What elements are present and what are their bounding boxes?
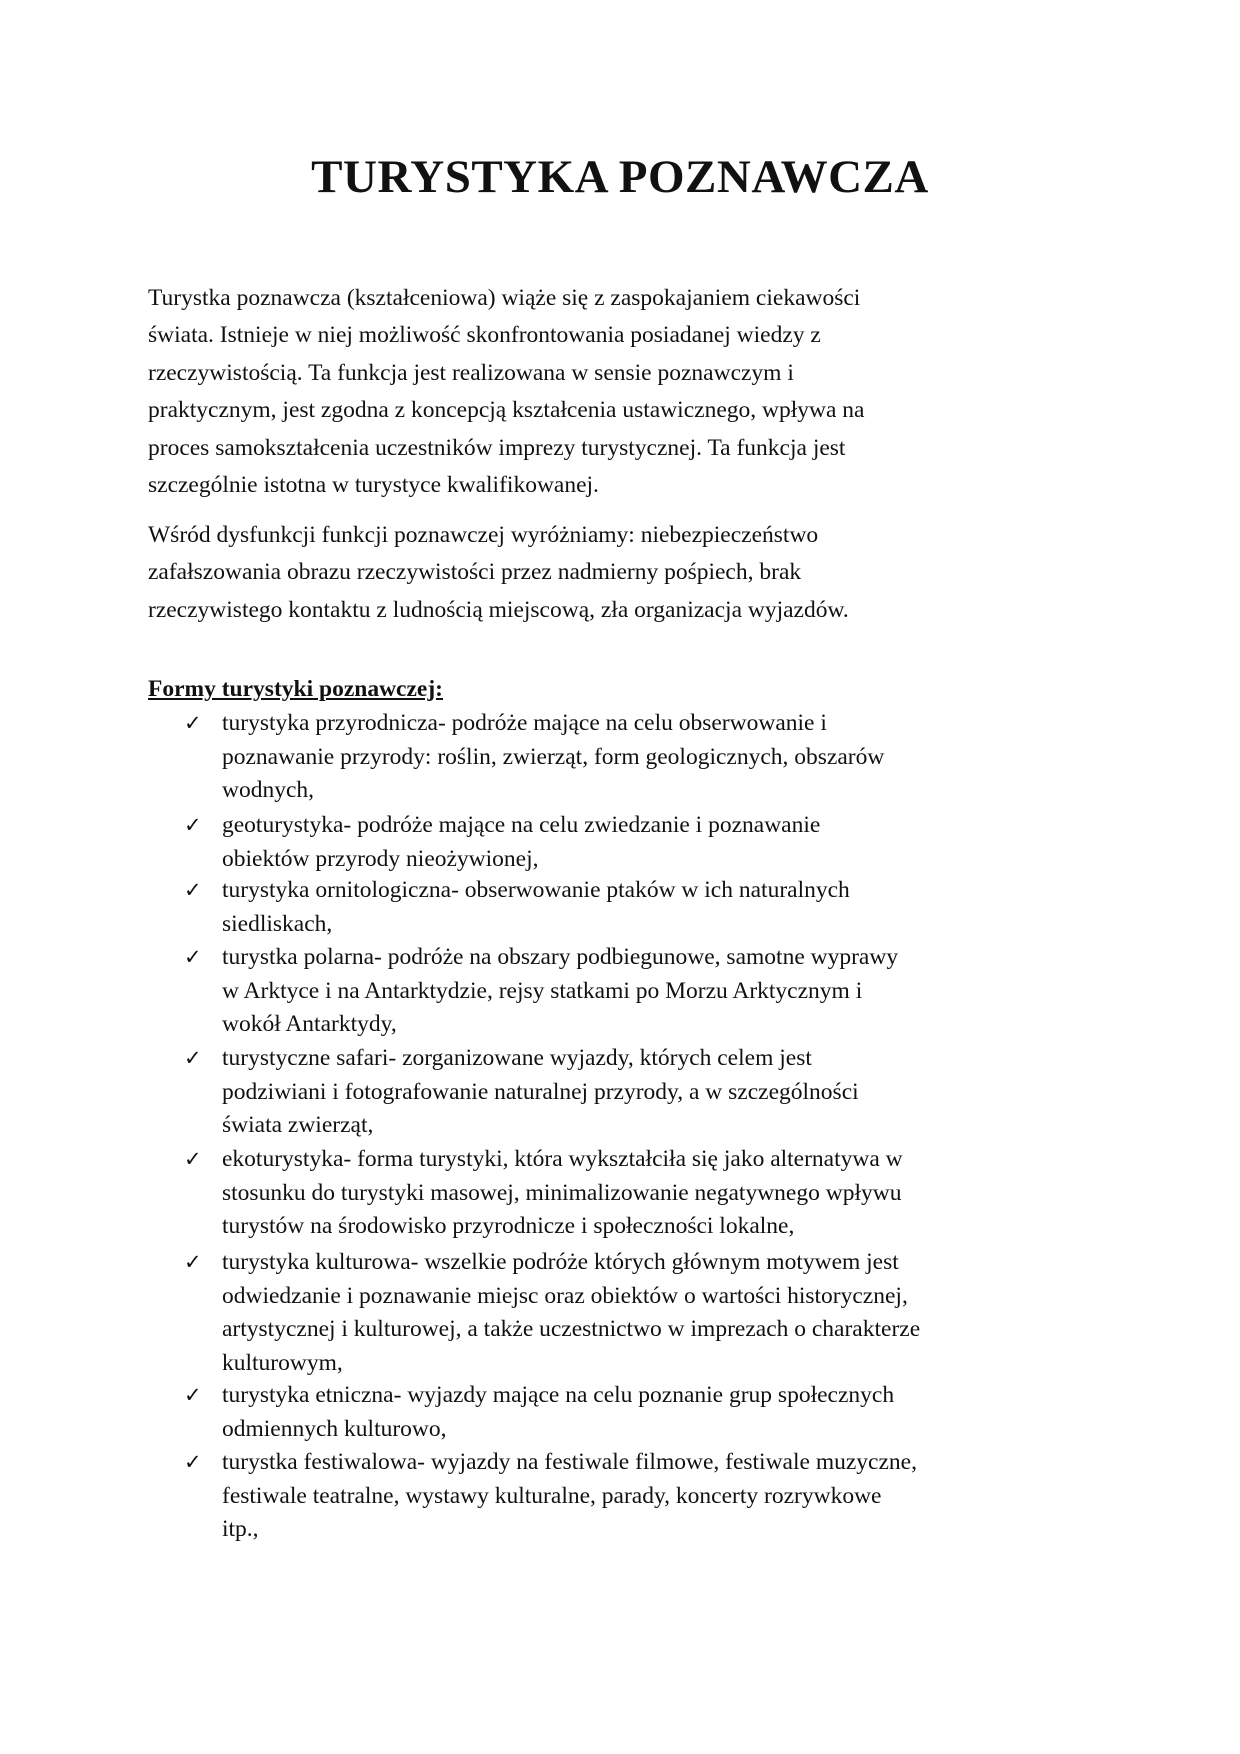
list-item-line: wodnych, — [222, 777, 315, 803]
paragraph-line: proces samokształcenia uczestników imprezy turystycznej. Ta funkcja jest — [148, 434, 846, 461]
paragraph-line: zafałszowania obrazu rzeczywistości przez nadmierny pośpiech, brak — [148, 559, 802, 586]
paragraph-line: Wśród dysfunkcji funkcji poznawczej wyróżniamy: niebezpieczeństwo — [148, 522, 819, 548]
list-item-line: artystycznej i kulturowej, a także uczestnictwo w imprezach o charakterze — [222, 1316, 921, 1342]
list-item-line: odmiennych kulturowo, — [222, 1415, 447, 1442]
list-item-line: w Arktyce i na Antarktydzie, rejsy statkami po Morzu Arktycznym i — [222, 977, 863, 1004]
list-item-line: świata zwierząt, — [222, 1112, 374, 1138]
list-item-text — [222, 707, 884, 808]
paragraph-line: rzeczywistością. Ta funkcja jest realizowana w sensie poznawczym i — [148, 359, 794, 386]
paragraph-line: świata. Istnieje w niej możliwość skonfrontowania posiadanej wiedzy z — [148, 322, 821, 349]
paragraph-line: Turystka poznawcza (kształceniowa) wiąże się z zaspokajaniem ciekawości — [148, 285, 861, 311]
document-title: TURYSTYKA POZNAWCZA — [311, 151, 929, 203]
checkmark-icon: ✓ — [184, 878, 202, 902]
list-item-line: poznawanie przyrody: roślin, zwierząt, form geologicznych, obszarów — [222, 743, 885, 770]
list-item-text — [222, 809, 820, 876]
paragraph — [148, 517, 849, 629]
list-item-line: turystyka ornitologiczna- obserwowanie ptaków w ich naturalnych — [222, 877, 850, 903]
checkmark-icon: ✓ — [184, 711, 202, 735]
paragraph-line: rzeczywistego kontaktu z ludnością miejscową, zła organizacja wyjazdów. — [148, 596, 849, 623]
checkmark-icon: ✓ — [184, 945, 202, 969]
list-item-text — [222, 1246, 920, 1380]
paragraph — [148, 280, 864, 504]
list-item-text — [222, 1042, 859, 1143]
checkmark-icon: ✓ — [184, 1046, 202, 1070]
list-item-line: turystka festiwalowa- wyjazdy na festiwale filmowe, festiwale muzyczne, — [222, 1449, 917, 1475]
list-item-line: stosunku do turystyki masowej, minimalizowanie negatywnego wpływu — [222, 1179, 902, 1206]
paragraph-line: praktycznym, jest zgodna z koncepcją kształcenia ustawicznego, wpływa na — [148, 397, 865, 424]
checkmark-icon: ✓ — [184, 1147, 202, 1171]
checkmark-icon: ✓ — [184, 1250, 202, 1274]
list-item-line: turystka polarna- podróże na obszary podbiegunowe, samotne wyprawy — [222, 944, 899, 970]
list-item-line: itp., — [222, 1516, 259, 1542]
list-item-line: turystyka etniczna- wyjazdy mające na celu poznanie grup społecznych — [222, 1382, 895, 1408]
list-item-line: wokół Antarktydy, — [222, 1011, 397, 1037]
list-item-line: festiwale teatralne, wystawy kulturalne, parady, koncerty rozrywkowe — [222, 1482, 882, 1509]
list-item-line: turystyczne safari- zorganizowane wyjazdy, których celem jest — [222, 1045, 812, 1071]
list-item-line: siedliskach, — [222, 910, 333, 937]
checkmark-icon: ✓ — [184, 1450, 202, 1474]
list-item-text — [222, 1143, 903, 1244]
section-heading: Formy turystyki poznawczej: — [148, 676, 443, 702]
list-item-text — [222, 941, 898, 1042]
list-item-line: obiektów przyrody nieożywionej, — [222, 845, 539, 872]
checkmark-icon: ✓ — [184, 1383, 202, 1407]
list-item-line: turystyka przyrodnicza- podróże mające na celu obserwowanie i — [222, 710, 827, 736]
list-item-text — [222, 1446, 917, 1547]
list-item-line: odwiedzanie i poznawanie miejsc oraz obiektów o wartości historycznej, — [222, 1282, 908, 1309]
list-item-text — [222, 874, 850, 941]
list-item-line: ekoturystyka- forma turystyki, która wykształciła się jako alternatywa w — [222, 1146, 903, 1172]
list-item-text — [222, 1379, 894, 1446]
list-item-line: podziwiani i fotografowanie naturalnej przyrody, a w szczególności — [222, 1078, 859, 1105]
list-item-line: turystów na środowisko przyrodnicze i społeczności lokalne, — [222, 1213, 795, 1239]
list-item-line: turystyka kulturowa- wszelkie podróże których głównym motywem jest — [222, 1249, 899, 1275]
checkmark-icon: ✓ — [184, 813, 202, 837]
paragraph-line: szczególnie istotna w turystyce kwalifikowanej. — [148, 472, 599, 499]
list-item-line: geoturystyka- podróże mające na celu zwiedzanie i poznawanie — [222, 812, 821, 838]
list-item-line: kulturowym, — [222, 1349, 343, 1376]
